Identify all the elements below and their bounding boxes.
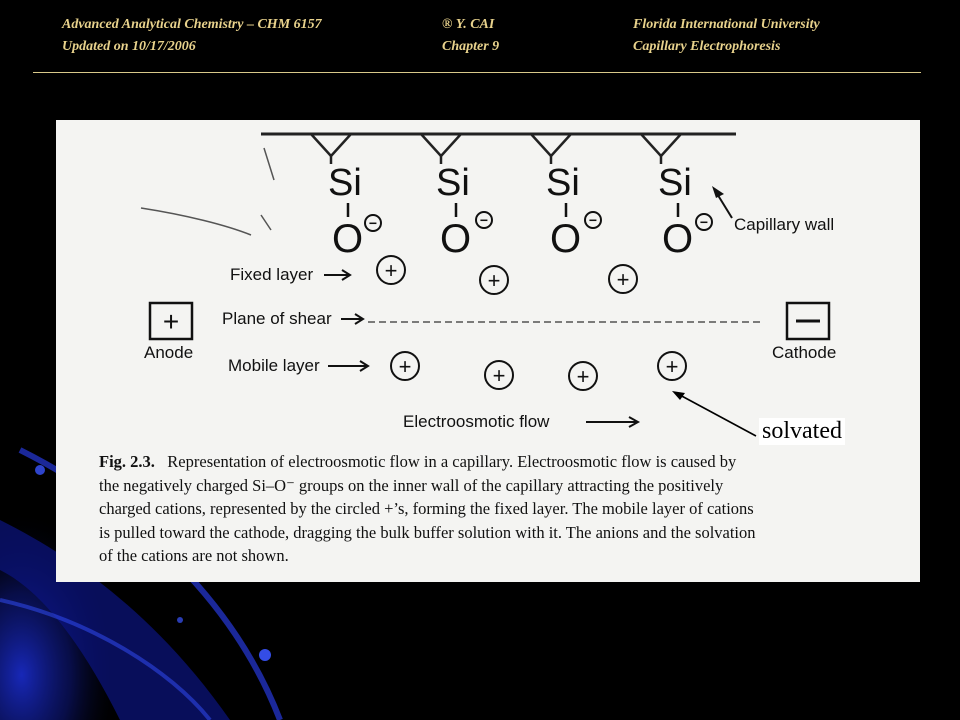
caption-line-3: charged cations, represented by the circled +’s, forming the fixed layer. The mobile layer of cations (99, 499, 754, 518)
cathode-label: Cathode (772, 343, 837, 362)
cation-mobile-3: + (576, 364, 590, 389)
o-label-4: O (662, 217, 694, 261)
solvated-arrow (678, 394, 756, 436)
caption-line-4: is pulled toward the cathode, dragging the bulk buffer solution with it. The anions and the solvation (99, 522, 756, 542)
electroosmotic-flow-label: Electroosmotic flow (403, 412, 550, 431)
caption-line-2: the negatively charged Si–O⁻ groups on the inner wall of the capillary attracting the positively (99, 475, 724, 495)
cation-mobile-2: + (492, 363, 506, 388)
slide-header (0, 0, 960, 75)
anode-plus-sign: + (162, 306, 180, 337)
o-label-1: O (332, 217, 364, 261)
minus-sign-4: − (699, 214, 709, 230)
si-label-2: Si (436, 162, 470, 204)
caption-label: Fig. 2.3. (99, 452, 155, 471)
topic: Capillary Electrophoresis (633, 39, 781, 54)
si-label-4: Si (658, 162, 692, 204)
capillary-wall-label: Capillary wall (734, 215, 835, 234)
minus-sign-3: − (588, 212, 598, 228)
o-label-3: O (550, 217, 582, 261)
minus-sign-1: − (368, 215, 378, 231)
chapter: Chapter 9 (442, 39, 500, 54)
solvated-annotation: solvated (759, 418, 845, 445)
plane-of-shear-label: Plane of shear (222, 309, 332, 328)
minus-sign-2: − (479, 212, 489, 228)
si-label-1: Si (328, 162, 362, 204)
fixed-layer-label: Fixed layer (230, 265, 314, 284)
updated-date: Updated on 10/17/2006 (62, 39, 196, 54)
cation-mobile-1: + (398, 354, 412, 379)
electroosmotic-flow-figure (56, 120, 920, 582)
anode-label: Anode (144, 343, 194, 362)
cation-fixed-3: + (616, 267, 630, 292)
cation-mobile-4: + (665, 354, 679, 379)
cation-fixed-1: + (384, 258, 398, 283)
course-title: Advanced Analytical Chemistry – CHM 6157 (62, 17, 322, 32)
caption-line-1 (99, 450, 889, 474)
o-label-2: O (440, 217, 472, 261)
author: ® Y. CAI (442, 17, 495, 32)
si-label-3: Si (546, 162, 580, 204)
header-divider (33, 72, 921, 73)
university: Florida International University (633, 17, 820, 32)
mobile-layer-label: Mobile layer (228, 356, 320, 375)
caption-line-1-text: Representation of electroosmotic flow in a capillary. Electroosmotic flow is caused by (167, 452, 737, 471)
figure-caption (99, 450, 889, 568)
cation-fixed-2: + (487, 268, 501, 293)
caption-line-5: of the cations are not shown. (99, 546, 289, 565)
